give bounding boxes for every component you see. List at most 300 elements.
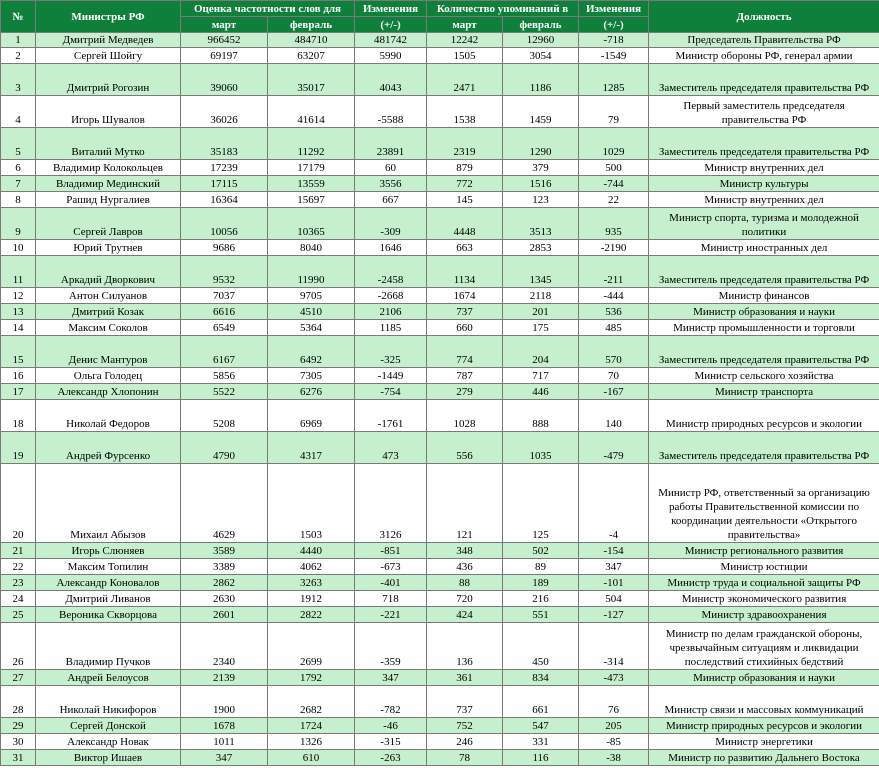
mentions-february-cell: 1345 xyxy=(503,256,579,288)
words-march-cell: 35183 xyxy=(181,128,268,160)
mentions-march-cell: 752 xyxy=(427,718,503,734)
mentions-change-cell: 1285 xyxy=(579,64,649,96)
words-change-cell: 60 xyxy=(355,160,427,176)
mentions-march-cell: 436 xyxy=(427,559,503,575)
row-number-cell: 15 xyxy=(1,336,36,368)
words-march-cell: 2862 xyxy=(181,575,268,591)
row-number-cell: 1 xyxy=(1,33,36,48)
row-number-cell: 16 xyxy=(1,368,36,384)
mentions-change-cell: -744 xyxy=(579,176,649,192)
mentions-february-cell: 502 xyxy=(503,543,579,559)
row-number-cell: 20 xyxy=(1,464,36,543)
mentions-march-cell: 361 xyxy=(427,670,503,686)
row-number-cell: 7 xyxy=(1,176,36,192)
mentions-change-cell: 504 xyxy=(579,591,649,607)
words-march-cell: 2340 xyxy=(181,623,268,670)
words-march-cell: 5856 xyxy=(181,368,268,384)
row-number-cell: 2 xyxy=(1,48,36,64)
mentions-february-cell: 331 xyxy=(503,734,579,750)
words-february-cell: 4440 xyxy=(268,543,355,559)
minister-name-cell: Рашид Нургалиев xyxy=(36,192,181,208)
table-row xyxy=(1,336,879,368)
mentions-february-cell: 189 xyxy=(503,575,579,591)
row-number-cell: 12 xyxy=(1,288,36,304)
words-change-cell: -46 xyxy=(355,718,427,734)
table-row xyxy=(1,288,879,304)
table-row xyxy=(1,33,879,48)
mentions-february-cell: 450 xyxy=(503,623,579,670)
mentions-march-cell: 1538 xyxy=(427,96,503,128)
minister-name-cell: Андрей Фурсенко xyxy=(36,432,181,464)
position-cell: Первый заместитель председателя правительства РФ xyxy=(649,96,879,128)
mentions-march-cell: 556 xyxy=(427,432,503,464)
words-change-cell: 347 xyxy=(355,670,427,686)
position-cell: Министр сельского хозяйства xyxy=(649,368,879,384)
words-february-cell: 6969 xyxy=(268,400,355,432)
words-change-cell: -2668 xyxy=(355,288,427,304)
table-row xyxy=(1,128,879,160)
words-february-cell: 5364 xyxy=(268,320,355,336)
position-cell: Министр по развитию Дальнего Востока xyxy=(649,750,879,766)
mentions-march-cell: 663 xyxy=(427,240,503,256)
position-cell: Министр обороны РФ, генерал армии xyxy=(649,48,879,64)
table-row xyxy=(1,432,879,464)
mentions-march-cell: 279 xyxy=(427,384,503,400)
mentions-february-cell: 1459 xyxy=(503,96,579,128)
words-february-cell: 35017 xyxy=(268,64,355,96)
words-change-cell: 3556 xyxy=(355,176,427,192)
words-march-cell: 2601 xyxy=(181,607,268,623)
table-row xyxy=(1,750,879,766)
words-change-cell: -5588 xyxy=(355,96,427,128)
words-february-cell: 1912 xyxy=(268,591,355,607)
minister-name-cell: Владимир Колокольцев xyxy=(36,160,181,176)
row-number-cell: 22 xyxy=(1,559,36,575)
minister-name-cell: Николай Никифоров xyxy=(36,686,181,718)
minister-name-cell: Сергей Лавров xyxy=(36,208,181,240)
minister-name-cell: Андрей Белоусов xyxy=(36,670,181,686)
mentions-march-cell: 4448 xyxy=(427,208,503,240)
words-march-cell: 9532 xyxy=(181,256,268,288)
mentions-february-cell: 216 xyxy=(503,591,579,607)
words-february-cell: 1724 xyxy=(268,718,355,734)
minister-name-cell: Максим Топилин xyxy=(36,559,181,575)
table-row xyxy=(1,623,879,670)
words-march-cell: 347 xyxy=(181,750,268,766)
words-march-cell: 5522 xyxy=(181,384,268,400)
row-number-cell: 24 xyxy=(1,591,36,607)
minister-name-cell: Дмитрий Медведев xyxy=(36,33,181,48)
mentions-february-cell: 1186 xyxy=(503,64,579,96)
mentions-change-cell: 1029 xyxy=(579,128,649,160)
mentions-change-cell: 205 xyxy=(579,718,649,734)
minister-name-cell: Александр Коновалов xyxy=(36,575,181,591)
subheader-february-mentions: февраль xyxy=(503,17,579,33)
position-cell: Министр иностранных дел xyxy=(649,240,879,256)
mentions-february-cell: 834 xyxy=(503,670,579,686)
words-march-cell: 6616 xyxy=(181,304,268,320)
mentions-february-cell: 201 xyxy=(503,304,579,320)
words-change-cell: 4043 xyxy=(355,64,427,96)
minister-name-cell: Михаил Абызов xyxy=(36,464,181,543)
header-changes-1: Изменения xyxy=(355,1,427,17)
mentions-march-cell: 1674 xyxy=(427,288,503,304)
mentions-february-cell: 116 xyxy=(503,750,579,766)
minister-name-cell: Николай Федоров xyxy=(36,400,181,432)
words-change-cell: -401 xyxy=(355,575,427,591)
words-february-cell: 11292 xyxy=(268,128,355,160)
row-number-cell: 8 xyxy=(1,192,36,208)
row-number-cell: 25 xyxy=(1,607,36,623)
words-february-cell: 4317 xyxy=(268,432,355,464)
subheader-changes-words: (+/-) xyxy=(355,17,427,33)
mentions-march-cell: 1028 xyxy=(427,400,503,432)
mentions-change-cell: 76 xyxy=(579,686,649,718)
words-march-cell: 6167 xyxy=(181,336,268,368)
mentions-change-cell: -718 xyxy=(579,33,649,48)
words-change-cell: -221 xyxy=(355,607,427,623)
position-cell: Министр труда и социальной защиты РФ xyxy=(649,575,879,591)
header-position: Должность xyxy=(649,1,879,33)
position-cell: Министр природных ресурсов и экологии xyxy=(649,718,879,734)
row-number-cell: 21 xyxy=(1,543,36,559)
position-cell: Министр внутренних дел xyxy=(649,160,879,176)
mentions-february-cell: 123 xyxy=(503,192,579,208)
minister-name-cell: Антон Силуанов xyxy=(36,288,181,304)
mentions-february-cell: 204 xyxy=(503,336,579,368)
words-march-cell: 36026 xyxy=(181,96,268,128)
position-cell: Министр природных ресурсов и экологии xyxy=(649,400,879,432)
words-february-cell: 9705 xyxy=(268,288,355,304)
words-march-cell: 3389 xyxy=(181,559,268,575)
mentions-february-cell: 717 xyxy=(503,368,579,384)
words-change-cell: -673 xyxy=(355,559,427,575)
minister-name-cell: Сергей Шойгу xyxy=(36,48,181,64)
words-february-cell: 41614 xyxy=(268,96,355,128)
words-march-cell: 1678 xyxy=(181,718,268,734)
minister-name-cell: Дмитрий Рогозин xyxy=(36,64,181,96)
mentions-march-cell: 1134 xyxy=(427,256,503,288)
position-cell: Министр юстиции xyxy=(649,559,879,575)
words-march-cell: 17115 xyxy=(181,176,268,192)
mentions-change-cell: 22 xyxy=(579,192,649,208)
subheader-february-words: февраль xyxy=(268,17,355,33)
mentions-february-cell: 3054 xyxy=(503,48,579,64)
mentions-march-cell: 12242 xyxy=(427,33,503,48)
row-number-cell: 26 xyxy=(1,623,36,670)
header-num: № xyxy=(1,1,36,33)
words-march-cell: 5208 xyxy=(181,400,268,432)
words-march-cell: 39060 xyxy=(181,64,268,96)
mentions-february-cell: 661 xyxy=(503,686,579,718)
mentions-march-cell: 348 xyxy=(427,543,503,559)
words-february-cell: 1792 xyxy=(268,670,355,686)
mentions-change-cell: -211 xyxy=(579,256,649,288)
words-march-cell: 2139 xyxy=(181,670,268,686)
mentions-change-cell: -479 xyxy=(579,432,649,464)
table-row xyxy=(1,591,879,607)
minister-name-cell: Дмитрий Ливанов xyxy=(36,591,181,607)
mentions-change-cell: -4 xyxy=(579,464,649,543)
position-cell: Министр культуры xyxy=(649,176,879,192)
table-row xyxy=(1,320,879,336)
position-cell: Министр энергетики xyxy=(649,734,879,750)
table-row xyxy=(1,96,879,128)
mentions-change-cell: 140 xyxy=(579,400,649,432)
mentions-february-cell: 1290 xyxy=(503,128,579,160)
words-february-cell: 13559 xyxy=(268,176,355,192)
row-number-cell: 19 xyxy=(1,432,36,464)
table-row xyxy=(1,176,879,192)
mentions-change-cell: -444 xyxy=(579,288,649,304)
mentions-change-cell: 536 xyxy=(579,304,649,320)
words-change-cell: 718 xyxy=(355,591,427,607)
table-row xyxy=(1,400,879,432)
subheader-march-words: март xyxy=(181,17,268,33)
words-march-cell: 2630 xyxy=(181,591,268,607)
words-change-cell: 5990 xyxy=(355,48,427,64)
row-number-cell: 4 xyxy=(1,96,36,128)
table-row xyxy=(1,256,879,288)
words-change-cell: 3126 xyxy=(355,464,427,543)
mentions-february-cell: 2118 xyxy=(503,288,579,304)
words-change-cell: -2458 xyxy=(355,256,427,288)
table-row xyxy=(1,384,879,400)
words-february-cell: 6492 xyxy=(268,336,355,368)
row-number-cell: 3 xyxy=(1,64,36,96)
minister-name-cell: Юрий Трутнев xyxy=(36,240,181,256)
mentions-february-cell: 12960 xyxy=(503,33,579,48)
words-february-cell: 4062 xyxy=(268,559,355,575)
minister-name-cell: Виктор Ишаев xyxy=(36,750,181,766)
words-change-cell: 1646 xyxy=(355,240,427,256)
position-cell: Министр промышленности и торговли xyxy=(649,320,879,336)
subheader-changes-mentions: (+/-) xyxy=(579,17,649,33)
position-cell: Министр транспорта xyxy=(649,384,879,400)
mentions-change-cell: -127 xyxy=(579,607,649,623)
table-row xyxy=(1,240,879,256)
row-number-cell: 9 xyxy=(1,208,36,240)
mentions-change-cell: -154 xyxy=(579,543,649,559)
position-cell: Министр внутренних дел xyxy=(649,192,879,208)
row-number-cell: 14 xyxy=(1,320,36,336)
words-february-cell: 15697 xyxy=(268,192,355,208)
words-february-cell: 1326 xyxy=(268,734,355,750)
mentions-change-cell: -101 xyxy=(579,575,649,591)
mentions-march-cell: 136 xyxy=(427,623,503,670)
mentions-change-cell: 485 xyxy=(579,320,649,336)
position-cell: Министр связи и массовых коммуникаций xyxy=(649,686,879,718)
table-row xyxy=(1,368,879,384)
mentions-change-cell: 935 xyxy=(579,208,649,240)
table-body xyxy=(1,33,879,766)
minister-name-cell: Сергей Донской xyxy=(36,718,181,734)
words-february-cell: 4510 xyxy=(268,304,355,320)
table-row xyxy=(1,304,879,320)
mentions-march-cell: 121 xyxy=(427,464,503,543)
table-row xyxy=(1,192,879,208)
minister-name-cell: Максим Соколов xyxy=(36,320,181,336)
words-march-cell: 9686 xyxy=(181,240,268,256)
position-cell: Министр здравоохранения xyxy=(649,607,879,623)
position-cell: Министр образования и науки xyxy=(649,304,879,320)
words-march-cell: 7037 xyxy=(181,288,268,304)
mentions-february-cell: 89 xyxy=(503,559,579,575)
mentions-february-cell: 1516 xyxy=(503,176,579,192)
row-number-cell: 6 xyxy=(1,160,36,176)
minister-name-cell: Игорь Шувалов xyxy=(36,96,181,128)
table-row xyxy=(1,718,879,734)
words-february-cell: 11990 xyxy=(268,256,355,288)
table-row xyxy=(1,208,879,240)
mentions-march-cell: 246 xyxy=(427,734,503,750)
subheader-march-mentions: март xyxy=(427,17,503,33)
row-number-cell: 17 xyxy=(1,384,36,400)
mentions-march-cell: 787 xyxy=(427,368,503,384)
mentions-february-cell: 1035 xyxy=(503,432,579,464)
words-change-cell: 23891 xyxy=(355,128,427,160)
position-cell: Министр РФ, ответственный за организацию работы Правительственной комиссии по координации деятельности «Открытого правительства» xyxy=(649,464,879,543)
row-number-cell: 23 xyxy=(1,575,36,591)
table-row xyxy=(1,559,879,575)
minister-name-cell: Владимир Мединский xyxy=(36,176,181,192)
words-february-cell: 610 xyxy=(268,750,355,766)
header-row xyxy=(1,1,879,17)
words-march-cell: 4790 xyxy=(181,432,268,464)
words-change-cell: 481742 xyxy=(355,33,427,48)
words-change-cell: 1185 xyxy=(355,320,427,336)
mentions-march-cell: 1505 xyxy=(427,48,503,64)
words-change-cell: 667 xyxy=(355,192,427,208)
mentions-march-cell: 774 xyxy=(427,336,503,368)
row-number-cell: 13 xyxy=(1,304,36,320)
mentions-march-cell: 2471 xyxy=(427,64,503,96)
words-march-cell: 10056 xyxy=(181,208,268,240)
words-february-cell: 484710 xyxy=(268,33,355,48)
words-change-cell: -851 xyxy=(355,543,427,559)
words-february-cell: 6276 xyxy=(268,384,355,400)
words-february-cell: 1503 xyxy=(268,464,355,543)
mentions-change-cell: -473 xyxy=(579,670,649,686)
words-change-cell: -1449 xyxy=(355,368,427,384)
row-number-cell: 28 xyxy=(1,686,36,718)
mentions-march-cell: 660 xyxy=(427,320,503,336)
mentions-february-cell: 547 xyxy=(503,718,579,734)
minister-name-cell: Игорь Слюняев xyxy=(36,543,181,559)
mentions-march-cell: 2319 xyxy=(427,128,503,160)
table-row xyxy=(1,607,879,623)
minister-name-cell: Денис Мантуров xyxy=(36,336,181,368)
header-ministers: Министры РФ xyxy=(36,1,181,33)
words-change-cell: -1761 xyxy=(355,400,427,432)
position-cell: Министр экономического развития xyxy=(649,591,879,607)
mentions-february-cell: 379 xyxy=(503,160,579,176)
minister-name-cell: Александр Хлопонин xyxy=(36,384,181,400)
mentions-february-cell: 2853 xyxy=(503,240,579,256)
row-number-cell: 10 xyxy=(1,240,36,256)
mentions-change-cell: 570 xyxy=(579,336,649,368)
header-words-group: Оценка частотности слов для xyxy=(181,1,355,17)
mentions-march-cell: 145 xyxy=(427,192,503,208)
minister-name-cell: Дмитрий Козак xyxy=(36,304,181,320)
mentions-change-cell: -85 xyxy=(579,734,649,750)
mentions-change-cell: 500 xyxy=(579,160,649,176)
words-march-cell: 1900 xyxy=(181,686,268,718)
row-number-cell: 5 xyxy=(1,128,36,160)
words-change-cell: -263 xyxy=(355,750,427,766)
words-march-cell: 1011 xyxy=(181,734,268,750)
minister-name-cell: Владимир Пучков xyxy=(36,623,181,670)
table-row xyxy=(1,464,879,543)
words-change-cell: -309 xyxy=(355,208,427,240)
mentions-march-cell: 424 xyxy=(427,607,503,623)
position-cell: Министр регионального развития xyxy=(649,543,879,559)
words-change-cell: -782 xyxy=(355,686,427,718)
words-change-cell: -325 xyxy=(355,336,427,368)
words-february-cell: 17179 xyxy=(268,160,355,176)
mentions-february-cell: 175 xyxy=(503,320,579,336)
words-february-cell: 3263 xyxy=(268,575,355,591)
words-change-cell: -754 xyxy=(355,384,427,400)
words-march-cell: 69197 xyxy=(181,48,268,64)
mentions-march-cell: 737 xyxy=(427,686,503,718)
words-march-cell: 4629 xyxy=(181,464,268,543)
mentions-february-cell: 125 xyxy=(503,464,579,543)
mentions-change-cell: 70 xyxy=(579,368,649,384)
mentions-change-cell: -2190 xyxy=(579,240,649,256)
mentions-february-cell: 551 xyxy=(503,607,579,623)
mentions-february-cell: 446 xyxy=(503,384,579,400)
table-row xyxy=(1,48,879,64)
minister-name-cell: Александр Новак xyxy=(36,734,181,750)
words-february-cell: 63207 xyxy=(268,48,355,64)
mentions-march-cell: 720 xyxy=(427,591,503,607)
row-number-cell: 30 xyxy=(1,734,36,750)
header-mentions-group: Количество упоминаний в xyxy=(427,1,579,17)
row-number-cell: 11 xyxy=(1,256,36,288)
words-march-cell: 17239 xyxy=(181,160,268,176)
position-cell: Министр образования и науки xyxy=(649,670,879,686)
mentions-change-cell: -38 xyxy=(579,750,649,766)
position-cell: Министр спорта, туризма и молодежной политики xyxy=(649,208,879,240)
header-changes-2: Изменения xyxy=(579,1,649,17)
position-cell: Министр по делам гражданской обороны, чрезвычайным ситуациям и ликвидации последствий стихийных бедствий xyxy=(649,623,879,670)
row-number-cell: 27 xyxy=(1,670,36,686)
mentions-change-cell: -314 xyxy=(579,623,649,670)
position-cell: Заместитель председателя правительства РФ xyxy=(649,128,879,160)
position-cell: Председатель Правительства РФ xyxy=(649,33,879,48)
minister-name-cell: Аркадий Дворкович xyxy=(36,256,181,288)
words-change-cell: -359 xyxy=(355,623,427,670)
mentions-change-cell: -1549 xyxy=(579,48,649,64)
row-number-cell: 18 xyxy=(1,400,36,432)
words-march-cell: 6549 xyxy=(181,320,268,336)
mentions-march-cell: 737 xyxy=(427,304,503,320)
words-february-cell: 2699 xyxy=(268,623,355,670)
table-row xyxy=(1,160,879,176)
mentions-change-cell: 79 xyxy=(579,96,649,128)
position-cell: Заместитель председателя правительства РФ xyxy=(649,64,879,96)
words-february-cell: 8040 xyxy=(268,240,355,256)
minister-name-cell: Вероника Скворцова xyxy=(36,607,181,623)
words-february-cell: 2822 xyxy=(268,607,355,623)
row-number-cell: 29 xyxy=(1,718,36,734)
mentions-march-cell: 879 xyxy=(427,160,503,176)
position-cell: Заместитель председателя правительства РФ xyxy=(649,256,879,288)
table-row xyxy=(1,686,879,718)
table-row xyxy=(1,734,879,750)
mentions-march-cell: 88 xyxy=(427,575,503,591)
